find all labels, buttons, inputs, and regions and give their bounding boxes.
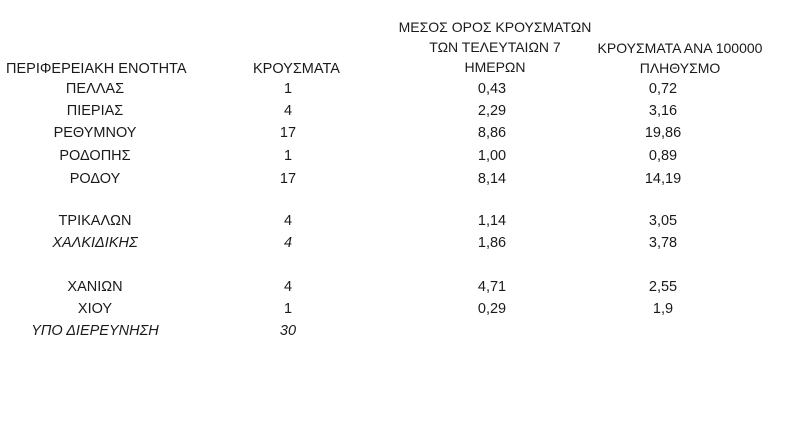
cell-per100k: 3,05: [648, 213, 678, 229]
cell-per100k: 0,89: [648, 148, 678, 164]
cell-cases: 4: [283, 103, 293, 119]
cell-per100k: 0,72: [648, 81, 678, 97]
cell-cases: 17: [279, 171, 297, 187]
header-per100k-line-1: ΚΡΟΥΣΜΑΤΑ ΑΝΑ 100000: [597, 40, 763, 56]
cell-region: ΤΡΙΚΑΛΩΝ: [58, 213, 132, 229]
cell-avg: 2,29: [477, 103, 507, 119]
cell-cases: 4: [283, 235, 293, 251]
cell-avg: 1,86: [477, 235, 507, 251]
cell-cases: 30: [279, 323, 297, 339]
cell-region: ΥΠΟ ΔΙΕΡΕΥΝΗΣΗ: [31, 323, 159, 339]
cell-cases: 1: [283, 81, 293, 97]
cell-cases: 1: [283, 148, 293, 164]
cell-per100k: 14,19: [644, 171, 682, 187]
header-region: ΠΕΡΙΦΕΡΕΙΑΚΗ ΕΝΟΤΗΤΑ: [6, 61, 187, 77]
header-avg-line-2: ΤΩΝ ΤΕΛΕΥΤΑΙΩΝ 7: [429, 39, 561, 55]
cell-per100k: 1,9: [652, 301, 674, 317]
cell-region: ΠΙΕΡΙΑΣ: [66, 103, 124, 119]
cell-avg: 1,14: [477, 213, 507, 229]
cell-per100k: 19,86: [644, 125, 682, 141]
header-avg-line-1: ΜΕΣΟΣ ΟΡΟΣ ΚΡΟΥΣΜΑΤΩΝ: [398, 19, 592, 35]
cell-cases: 1: [283, 301, 293, 317]
cell-cases: 4: [283, 279, 293, 295]
cell-cases: 4: [283, 213, 293, 229]
cell-avg: 4,71: [477, 279, 507, 295]
header-per-100k: [585, 38, 775, 78]
cell-avg: 8,14: [477, 171, 507, 187]
header-per100k-line-2: ΠΛΗΘΥΣΜΟ: [639, 60, 721, 76]
cell-per100k: 3,16: [648, 103, 678, 119]
header-cases: ΚΡΟΥΣΜΑΤΑ: [253, 61, 340, 77]
cell-region: ΧΙΟΥ: [77, 301, 113, 317]
header-avg-line-3: ΗΜΕΡΩΝ: [464, 59, 526, 75]
cell-avg: 0,43: [477, 81, 507, 97]
cell-avg: 0,29: [477, 301, 507, 317]
cell-region: ΠΕΛΛΑΣ: [65, 81, 125, 97]
header-avg-7-days: [385, 17, 605, 77]
cell-region: ΡΟΔΟΥ: [69, 171, 121, 187]
cell-per100k: 2,55: [648, 279, 678, 295]
cell-avg: 8,86: [477, 125, 507, 141]
cell-per100k: 3,78: [648, 235, 678, 251]
cell-avg: 1,00: [477, 148, 507, 164]
cell-region: ΡΟΔΟΠΗΣ: [59, 148, 131, 164]
cell-region: ΧΑΝΙΩΝ: [67, 279, 123, 295]
cell-region: ΡΕΘΥΜΝΟΥ: [53, 125, 137, 141]
cell-cases: 17: [279, 125, 297, 141]
cell-region: ΧΑΛΚΙΔΙΚΗΣ: [52, 235, 138, 251]
